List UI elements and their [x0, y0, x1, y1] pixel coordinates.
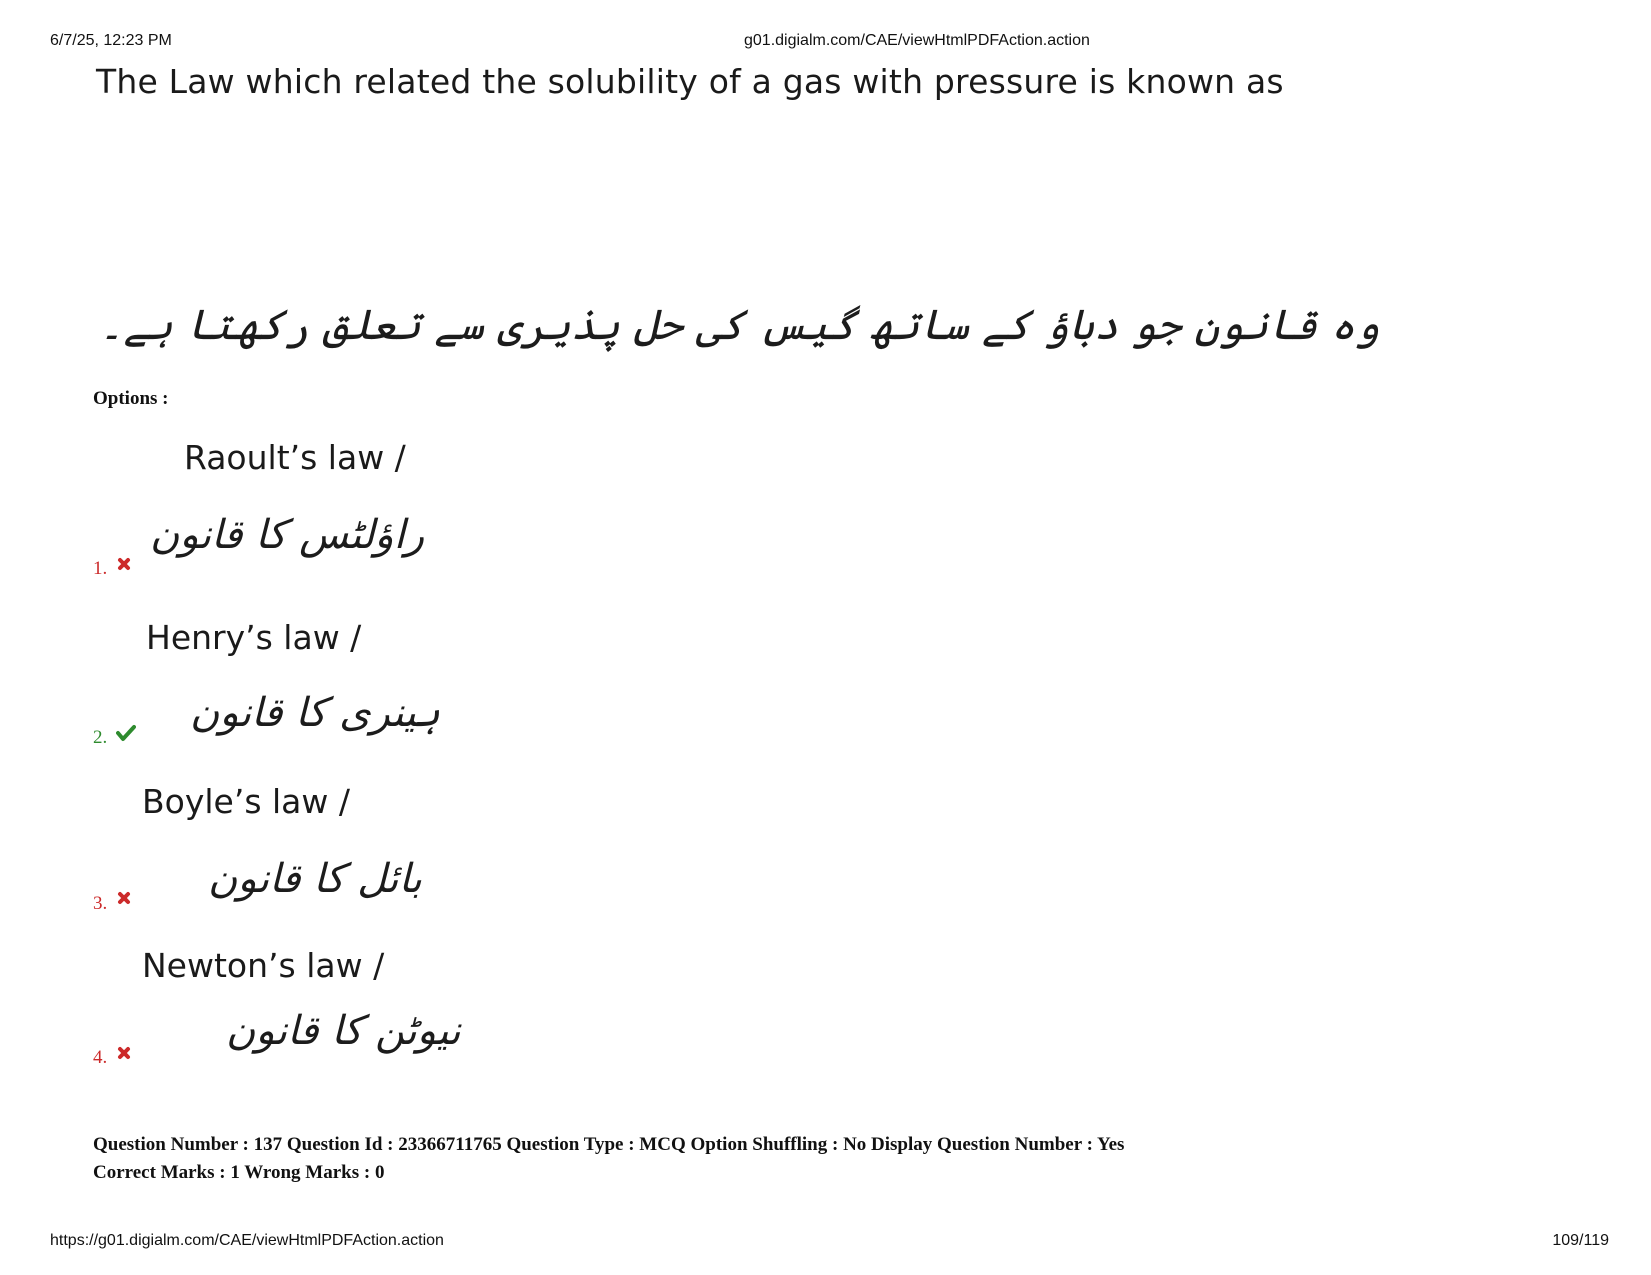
print-header [0, 32, 1651, 54]
cross-icon-shape [120, 560, 128, 568]
option-3-number: 3. [93, 893, 108, 914]
print-footer [0, 1232, 1651, 1254]
option-2-text-english: Henry’s law / [146, 618, 362, 657]
print-footer-url: https://g01.digialm.com/CAE/viewHtmlPDFAction.action [50, 1232, 444, 1249]
cross-icon-shape [120, 894, 128, 902]
option-1-text-urdu: راؤلٹس کا قانون [150, 512, 425, 558]
cross-icon [116, 1045, 132, 1061]
option-4-text-urdu: نیوٹن کا قانون [226, 1008, 461, 1054]
question-text-urdu: وہ قانون جو دباؤ کے ساتھ گیس کی حل پذیری سے تعلق رکھتا ہے۔ [99, 300, 1380, 349]
option-3-text-english: Boyle’s law / [142, 782, 350, 821]
option-4-text-english: Newton’s law / [142, 946, 385, 985]
cross-icon [116, 556, 132, 572]
print-page-url: g01.digialm.com/CAE/viewHtmlPDFAction.action [744, 32, 1090, 49]
check-icon [116, 724, 136, 742]
option-2-number: 2. [93, 727, 108, 748]
option-1-text-english: Raoult’s law / [184, 438, 406, 477]
option-2-text-urdu: ہینری کا قانون [190, 690, 441, 736]
question-meta-line-1: Question Number : 137 Question Id : 23366711765 Question Type : MCQ Option Shuffling : No Display Question Number : Yes [93, 1134, 1125, 1155]
options-label: Options : [93, 388, 169, 409]
question-text-english: The Law which related the solubility of a gas with pressure is known as [96, 62, 1284, 101]
option-1-number: 1. [93, 558, 108, 579]
print-datetime: 6/7/25, 12:23 PM [50, 32, 172, 49]
check-icon-shape [118, 727, 134, 739]
question-meta-line-2: Correct Marks : 1 Wrong Marks : 0 [93, 1162, 385, 1183]
cross-icon [116, 890, 132, 906]
option-4-number: 4. [93, 1047, 108, 1068]
cross-icon-shape [120, 1049, 128, 1057]
print-page-number: 109/119 [1552, 1232, 1609, 1249]
option-3-text-urdu: بائل کا قانون [208, 856, 422, 902]
